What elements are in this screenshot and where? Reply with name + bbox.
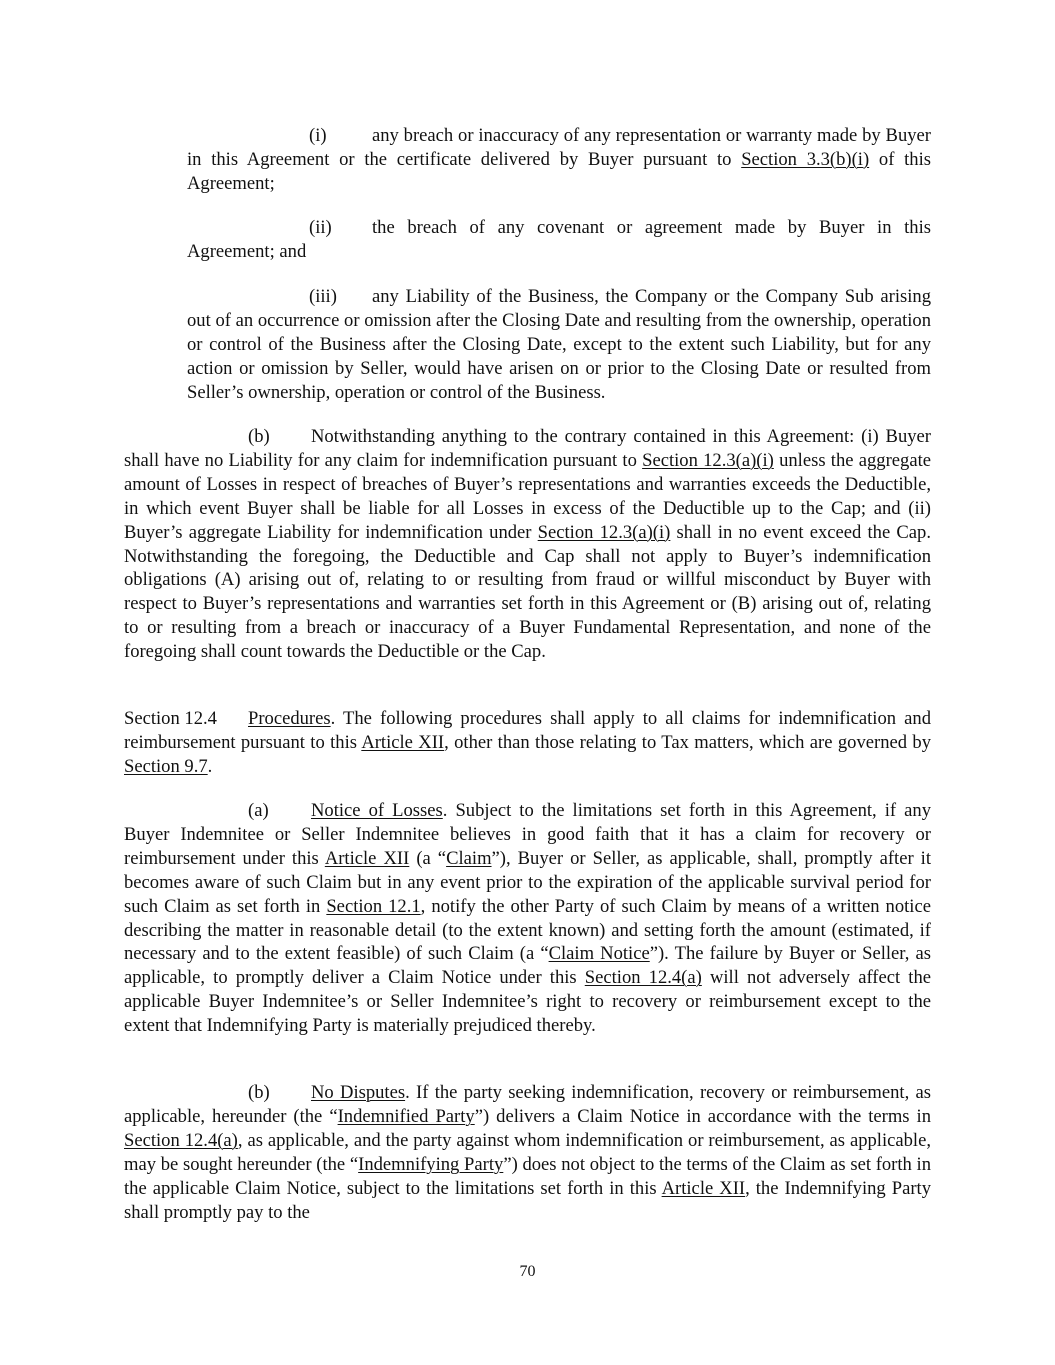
- cross-reference[interactable]: Section 12.3(a)(i): [537, 521, 671, 543]
- section-heading: Procedures: [248, 708, 331, 729]
- clause-text: ”). The failure by Buyer or Seller, as applicable, to promptly deliver a Claim Notice under this: [124, 943, 931, 989]
- clause-text: ”), Buyer or Seller, as applicable, shall, promptly after it becomes aware of such Claim but in any event prior to the expiration of the applicable survival period for such Claim as set forth in: [124, 847, 932, 917]
- section-text: .: [207, 755, 213, 777]
- clause-text: unless the aggregate amount of Losses in respect of breaches of Buyer’s representations and warranties exceeds the Deductible, in which event Buyer shall be liable for all Losses in excess of the Deductible up to the Cap; and (ii) Buyer’s aggregate Liability for indemnification under: [124, 449, 931, 543]
- clause-b: [124, 425, 931, 664]
- clause-text: shall in no event exceed the Cap. Notwithstanding the foregoing, the Deductible and Cap shall not apply to Buyer’s indemnification obligations (A) arising out of, relating to or resulting from fraud or willful misconduct by Buyer with respect to Buyer’s representations and warranties set forth in this Agreement or (B) arising out of, relating to or resulting from a breach or inaccuracy of a Buyer Fundamental Representation, and none of the foregoing shall count towards the Deductible or the Cap.: [124, 521, 931, 663]
- section-text: , other than those relating to Tax matters, which are governed by: [444, 731, 931, 753]
- clause-text: , notify the other Party of such Claim by means of a written notice describing the matter in reasonable detail (to the extent known) and setting forth the amount (estimated, if necessary and to the extent feasible) of such Claim (a “: [124, 895, 931, 965]
- page-number: 70: [519, 1263, 536, 1280]
- clause-text: any Liability of the Business, the Company or the Company Sub arising out of an occurrence or omission after the Closing Date and resulting from the ownership, operation or control of the Business after the Closing Date, except to the extent such Liability, but for any action or omission by Seller, would have arisen on or prior to the Closing Date or resulted from Seller’s ownership, operation or control of the Business.: [187, 286, 931, 403]
- clause-heading: No Disputes: [311, 1082, 406, 1103]
- defined-term: Indemnifying Party: [358, 1153, 504, 1175]
- clause-text: of this Agreement;: [187, 148, 931, 194]
- clause-12-4-b: [124, 1081, 931, 1224]
- cross-reference[interactable]: Section 9.7: [124, 755, 208, 777]
- clause-text: (a “: [409, 847, 447, 869]
- section-number: Section 12.4: [124, 708, 217, 729]
- clause-text: , as applicable, and the party against whom indemnification or reimbursement, as applicable, may be sought hereunder (the “: [124, 1129, 931, 1175]
- defined-term: Claim Notice: [548, 943, 650, 965]
- clause-text: . Subject to the limitations set forth in this Agreement, if any Buyer Indemnitee or Seller Indemnitee believes in good faith that it has a claim for recovery or reimbursement under this: [124, 800, 931, 869]
- clause-text: Notwithstanding anything to the contrary contained in this Agreement: (i) Buyer shall have no Liability for any claim for indemnification pursuant to: [124, 426, 931, 471]
- clause-label: (i): [309, 125, 327, 146]
- clause-label: (ii): [309, 217, 332, 238]
- clause-text: , the Indemnifying Party shall promptly pay to the: [124, 1177, 931, 1223]
- clause-label: (b): [248, 426, 270, 447]
- cross-reference[interactable]: Section 12.4(a): [124, 1129, 238, 1151]
- cross-reference[interactable]: Section 12.1: [326, 895, 421, 917]
- cross-reference[interactable]: Article XII: [361, 731, 445, 753]
- clause-text: . If the party seeking indemnification, recovery or reimbursement, as applicable, hereunder (the “: [124, 1082, 931, 1127]
- defined-term: Indemnified Party: [337, 1105, 475, 1127]
- defined-term: Claim: [446, 847, 492, 869]
- clause-text: ”) delivers a Claim Notice in accordance with the terms in: [474, 1105, 931, 1127]
- cross-reference[interactable]: Article XII: [324, 847, 410, 869]
- clause-heading: Notice of Losses: [311, 800, 443, 821]
- clause-text: ”) does not object to the terms of the Claim as set forth in the applicable Claim Notice, subject to the limitations set forth in this: [124, 1153, 932, 1199]
- clause-a-iii: [187, 285, 931, 405]
- clause-label: (a): [248, 800, 269, 821]
- clause-label: (iii): [309, 286, 337, 307]
- clause-a-i: [187, 124, 931, 196]
- clause-text: any breach or inaccuracy of any representation or warranty made by Buyer in this Agreement or the certificate delivered by Buyer pursuant to: [187, 125, 931, 170]
- section-12-4: [124, 707, 931, 779]
- clause-text: the breach of any covenant or agreement made by Buyer in this Agreement; and: [187, 217, 931, 262]
- cross-reference[interactable]: Section 12.3(a)(i): [642, 449, 774, 471]
- clause-label: (b): [248, 1082, 270, 1103]
- cross-reference[interactable]: Section 12.4(a): [584, 967, 702, 989]
- cross-reference[interactable]: Article XII: [661, 1177, 746, 1199]
- section-text: . The following procedures shall apply to all claims for indemnification and reimbursement pursuant to this: [124, 708, 931, 753]
- clause-a-ii: [187, 216, 931, 264]
- cross-reference[interactable]: Section 3.3(b)(i): [741, 148, 870, 170]
- clause-text: will not adversely affect the applicable Buyer Indemnitee’s or Seller Indemnitee’s right to recovery or reimbursement except to the extent that Indemnifying Party is materially prejudiced thereby.: [124, 967, 931, 1037]
- clause-12-4-a: [124, 799, 931, 1038]
